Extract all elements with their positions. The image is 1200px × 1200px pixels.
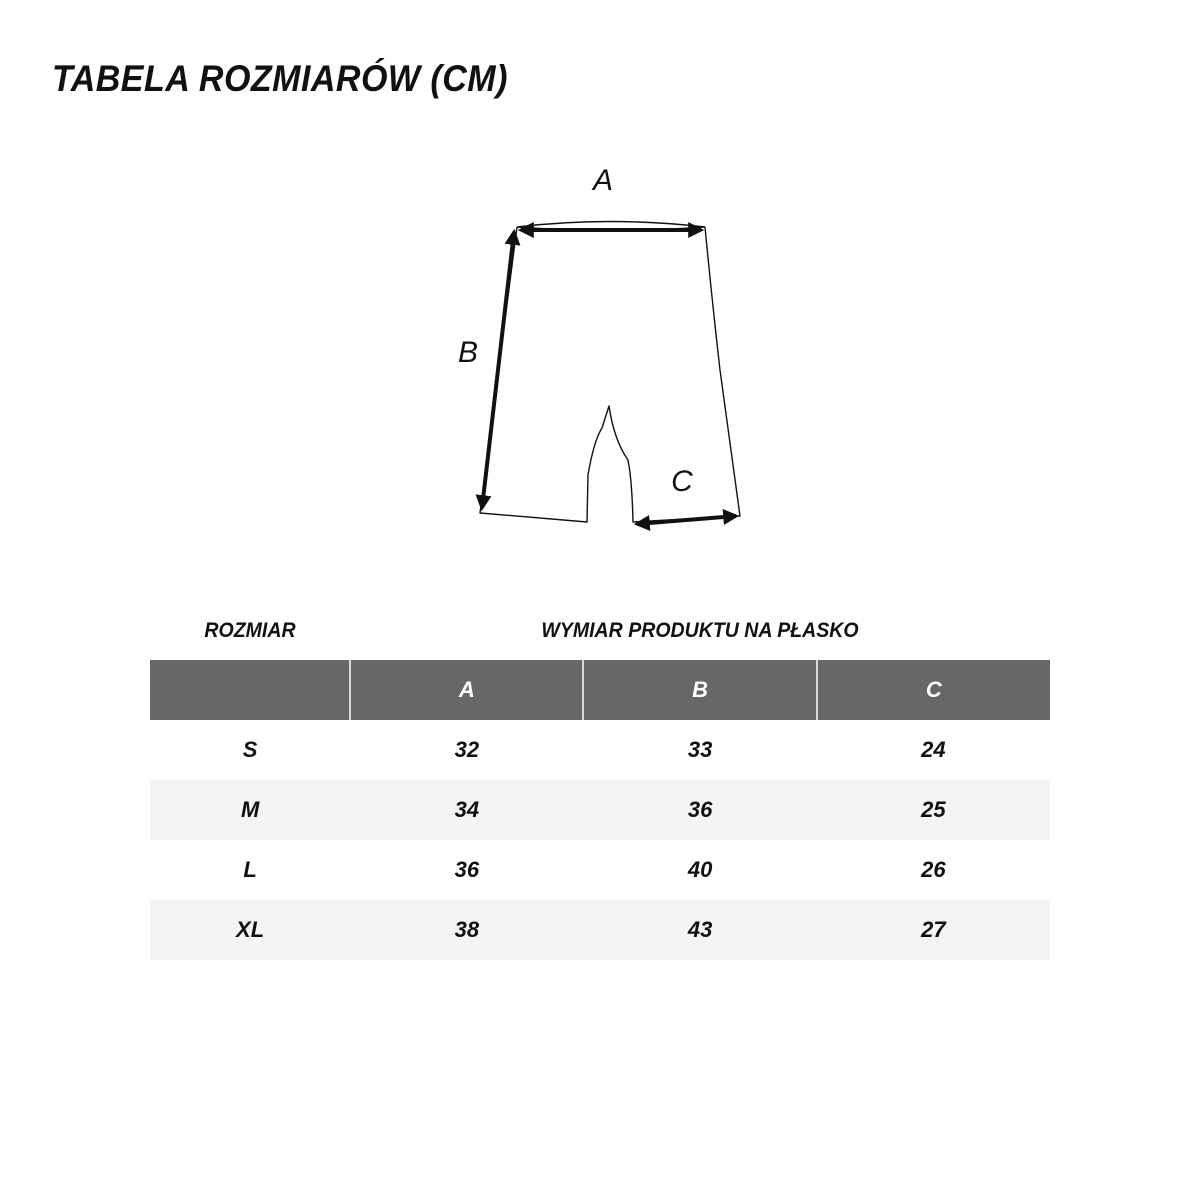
dimensions-heading: WYMIAR PRODUKTU NA PŁASKO [541,619,859,642]
header-cell-a: A [350,660,583,720]
value-b-cell: 43 [583,900,816,960]
size-column-heading: ROZMIAR [204,619,296,642]
value-c-cell: 27 [817,900,1050,960]
dimension-c-label: C [671,465,693,498]
value-c-cell: 24 [921,737,946,762]
dimension-a-label: A [592,164,614,197]
size-cell: XL [150,900,350,960]
shorts-outline-illustration [420,150,780,550]
value-a-cell: 38 [350,900,583,960]
value-a-cell: 36 [454,857,480,882]
size-cell: S [242,737,258,762]
table-row [150,900,1050,960]
size-chart-table [150,660,1050,960]
value-a-cell: 32 [454,737,480,762]
value-b-cell: 33 [687,737,713,762]
table-row [150,720,1050,780]
header-cell-b: B [583,660,816,720]
size-cell: L [243,857,257,882]
value-b-cell: 40 [687,857,713,882]
header-cell-size [150,660,350,720]
dimension-c-arrow [637,516,736,524]
dimension-b-label: B [457,336,479,369]
table-row [150,780,1050,840]
value-a-cell: 34 [350,780,583,840]
size-cell: M [150,780,350,840]
shorts-outline [480,227,740,522]
value-b-cell: 36 [583,780,816,840]
value-c-cell: 25 [817,780,1050,840]
header-cell-c: C [817,660,1050,720]
page-title: TABELA ROZMIARÓW (CM) [52,58,508,99]
value-c-cell: 26 [921,857,946,882]
table-header-row [150,660,1050,720]
dimension-b-arrow [482,232,514,508]
table-row [150,840,1050,900]
shorts-diagram [420,150,780,550]
